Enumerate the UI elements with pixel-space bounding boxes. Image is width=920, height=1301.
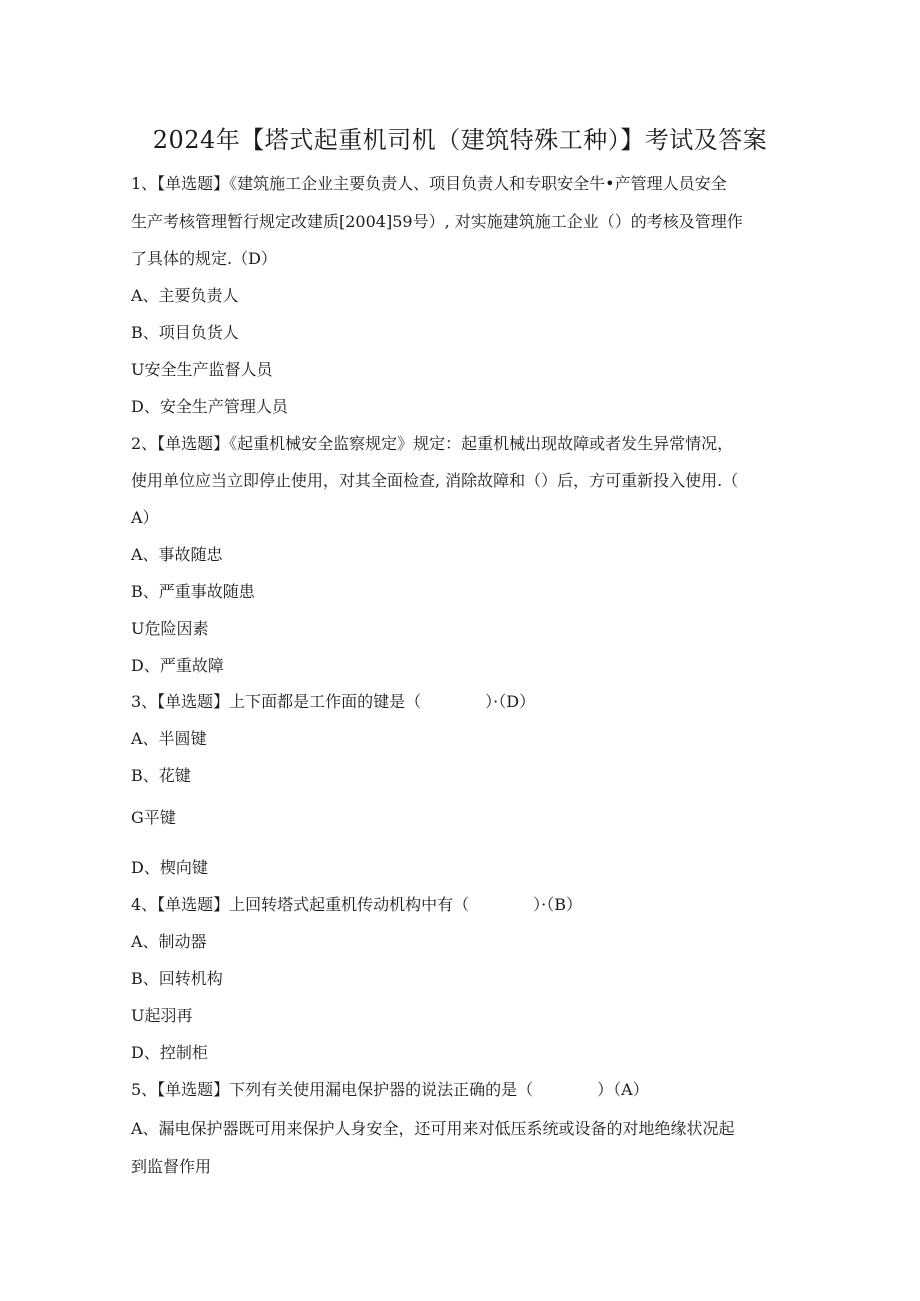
question-2-option-d: D、严重故障 — [131, 656, 224, 675]
question-2-option-a: A、事故随忠 — [131, 545, 223, 564]
question-3-option-b: B、花键 — [131, 766, 191, 785]
question-3-option-d: D、楔向键 — [131, 858, 208, 877]
question-1-option-d: D、安全生产管理人员 — [131, 397, 288, 416]
question-4-line-1: 4、【单选题】上回转塔式起重机传动机构中有（ ）·（B） — [131, 895, 583, 914]
question-2-option-b: B、严重事故随患 — [131, 582, 255, 601]
question-1-line-1: 1、【单选题】《建筑施工企业主要负责人、项目负责人和专职安全牛•产管理人员安全 — [131, 174, 727, 193]
question-1-option-a: A、主要负责人 — [131, 286, 239, 305]
question-1-option-b: B、项目负货人 — [131, 323, 239, 342]
question-4-option-b: B、回转机构 — [131, 969, 223, 988]
question-2-line-1: 2、【单选题】《起重机械安全监察规定》规定：起重机械出现故障或者发生异常情况， — [131, 434, 734, 453]
question-4-option-a: A、制动器 — [131, 932, 207, 951]
question-1-line-3: 了具体的规定.（D） — [131, 249, 277, 268]
question-3-option-c: G平键 — [131, 808, 176, 827]
page-title: 2024年【塔式起重机司机（建筑特殊工种）】考试及答案 — [152, 126, 768, 154]
question-2-line-3: A） — [131, 508, 159, 527]
question-1-option-c: U安全生产监督人员 — [131, 360, 273, 379]
question-5-option-a: A、漏电保护器既可用来保护人身安全，还可用来对低压系统或设备的对地绝缘状况起 — [131, 1119, 735, 1138]
question-5-option-a-cont: 到监督作用 — [131, 1157, 212, 1176]
question-1-line-2: 生产考核管理暂行规定改建质[2004]59号）, 对实施建筑施工企业（）的考核及管理作 — [131, 212, 743, 231]
question-2-option-c: U危险因素 — [131, 619, 209, 638]
question-4-option-c: U起羽再 — [131, 1006, 193, 1025]
question-2-line-2: 使用单位应当立即停止使用，对其全面检查, 消除故障和（）后，方可重新投入使用.（ — [131, 471, 739, 490]
question-3-option-a: A、半圆键 — [131, 729, 207, 748]
question-3-line-1: 3、【单选题】上下面都是工作面的键是（ ）·（D） — [131, 692, 536, 711]
question-4-option-d: D、控制柜 — [131, 1043, 208, 1062]
question-5-line-1: 5、【单选题】下列有关使用漏电保护器的说法正确的是（ ）（A） — [131, 1080, 649, 1099]
